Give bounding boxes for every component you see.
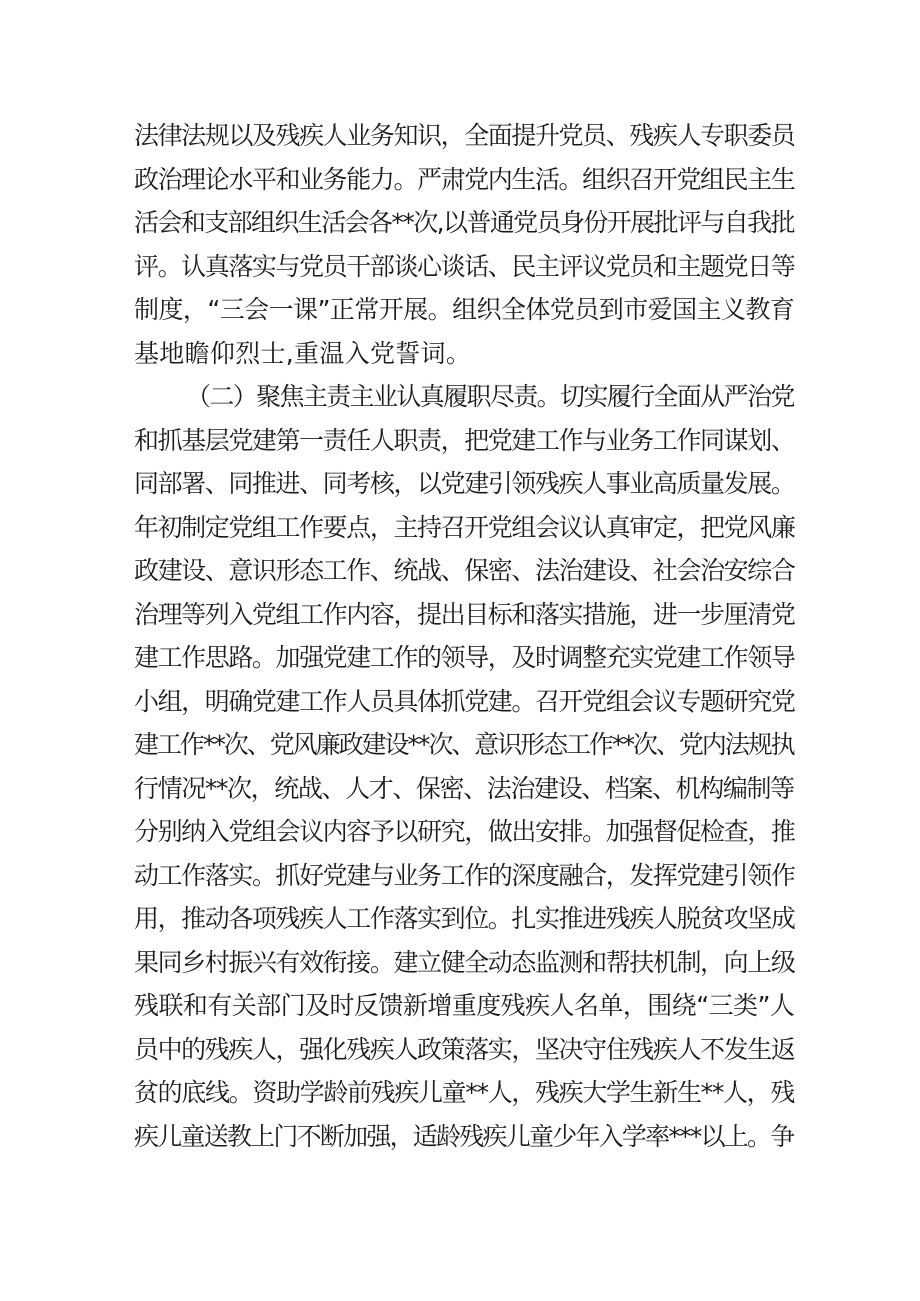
text-line: 治理等列入党组工作内容，提出目标和落实措施，进一步厘清党	[134, 599, 795, 629]
text-line: 同部署、同推进、同考核，以党建引领残疾人事业高质量发展。	[134, 469, 795, 498]
text-line: 贫的底线。资助学龄前残疾儿童**人，残疾大学生新生**人，残	[134, 1078, 795, 1107]
text-line: 建工作**次、党风廉政建设**次、意识形态工作**次、党内法规执	[134, 730, 794, 759]
text-line: 行情况**次，统战、人才、保密、法治建设、档案、机构编制等	[134, 773, 794, 803]
section-heading-line: （二）聚焦主责主业认真履职尽责。切实履行全面从严治党	[186, 382, 794, 411]
text-line: 动工作落实。抓好党建与业务工作的深度融合，发挥党建引领作	[134, 860, 795, 890]
text-line: 活会和支部组织生活会各**次,以普通党员身份开展批评与自我批	[134, 208, 794, 237]
body-text	[134, 114, 794, 1158]
text-line: 评。认真落实与党员干部谈心谈话、民主评议党员和主题党日等	[134, 251, 795, 281]
text-line: 政治理论水平和业务能力。严肃党内生活。组织召开党组民主生	[134, 164, 795, 194]
text-line: 果同乡村振兴有效衔接。建立健全动态监测和帮扶机制，向上级	[134, 947, 795, 977]
text-line: 建工作思路。加强党建工作的领导，及时调整充实党建工作领导	[134, 643, 795, 672]
text-line: 小组，明确党建工作人员具体抓党建。召开党组会议专题研究党	[134, 686, 795, 716]
text-line: 和抓基层党建第一责任人职责，把党建工作与业务工作同谋划、	[134, 425, 795, 455]
text-line: 基地瞻仰烈士,重温入党誓词。	[134, 338, 472, 368]
text-line: 制度，“三会一课”正常开展。组织全体党员到市爱国主义教育	[134, 295, 795, 324]
text-line: 疾儿童送教上门不断加强，适龄残疾儿童少年入学率***以上。争	[134, 1121, 794, 1151]
text-line: 残联和有关部门及时反馈新增重度残疾人名单，围绕“三类”人	[134, 991, 795, 1020]
text-line: 政建设、意识形态工作、统战、保密、法治建设、社会治安综合	[134, 556, 795, 585]
text-line: 年初制定党组工作要点，主持召开党组会议认真审定，把党风廉	[134, 512, 795, 542]
text-line: 分别纳入党组会议内容予以研究，做出安排。加强督促检查，推	[134, 817, 795, 846]
text-line: 员中的残疾人，强化残疾人政策落实，坚决守住残疾人不发生返	[134, 1034, 795, 1064]
text-line: 法律法规以及残疾人业务知识，全面提升党员、残疾人专职委员	[134, 121, 795, 150]
text-line: 用，推动各项残疾人工作落实到位。扎实推进残疾人脱贫攻坚成	[134, 904, 795, 933]
